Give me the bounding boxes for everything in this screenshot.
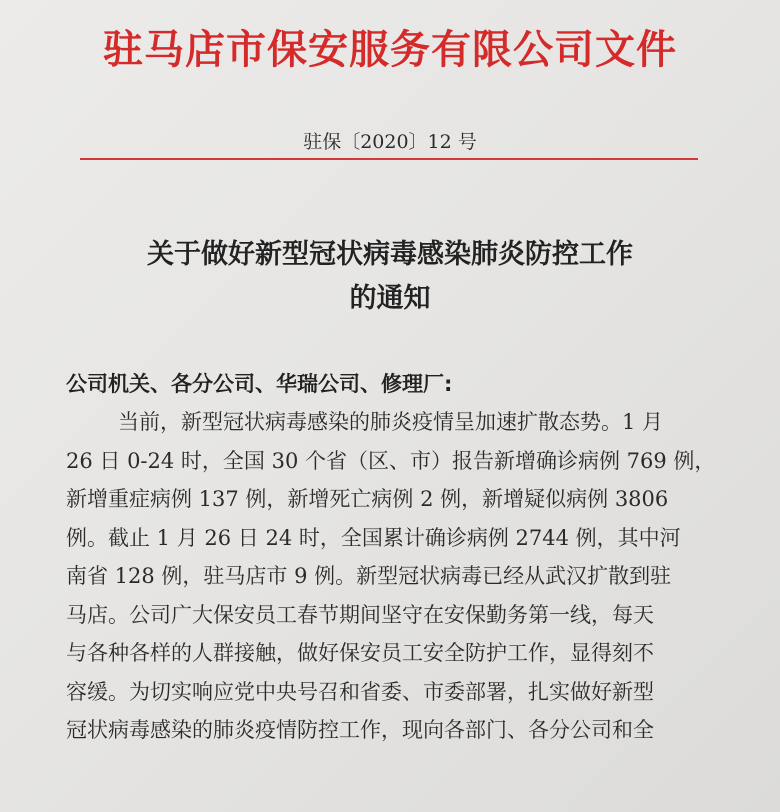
body-line: 新增重症病例 137 例，新增死亡病例 2 例，新增疑似病例 3806 — [66, 487, 669, 511]
notice-subject — [0, 233, 780, 321]
body-line: 南省 128 例，驻马店市 9 例。新型冠状病毒已经从武汉扩散到驻 — [66, 564, 672, 588]
addressee: 公司机关、各分公司、华瑞公司、修理厂: — [66, 372, 453, 396]
subject-line-2: 的通知 — [349, 283, 431, 314]
red-divider-line — [80, 158, 698, 160]
subject-line-1: 关于做好新型冠状病毒感染肺炎防控工作 — [147, 239, 633, 270]
body-line: 26 日 0-24 时，全国 30 个省（区、市）报告新增确诊病例 769 例， — [66, 448, 716, 473]
body-line: 当前，新型冠状病毒感染的肺炎疫情呈加速扩散态势。1 月 — [118, 410, 664, 434]
document-header-title: 驻马店市保安服务有限公司文件 — [103, 27, 677, 73]
body-line: 冠状病毒感染的肺炎疫情防控工作，现向各部门、各分公司和全 — [66, 718, 654, 742]
body-paragraph — [66, 403, 766, 750]
body-line: 容缓。为切实响应党中央号召和省委、市委部署，扎实做好新型 — [66, 679, 654, 704]
document-number: 驻保〔2020〕12 号 — [303, 131, 477, 153]
body-line: 马店。公司广大保安员工春节期间坚守在安保勤务第一线，每天 — [66, 602, 654, 627]
body-line: 与各种各样的人群接触，做好保安员工安全防护工作，显得刻不 — [66, 641, 654, 665]
body-line: 例。截止 1 月 26 日 24 时，全国累计确诊病例 2744 例，其中河 — [66, 525, 681, 550]
